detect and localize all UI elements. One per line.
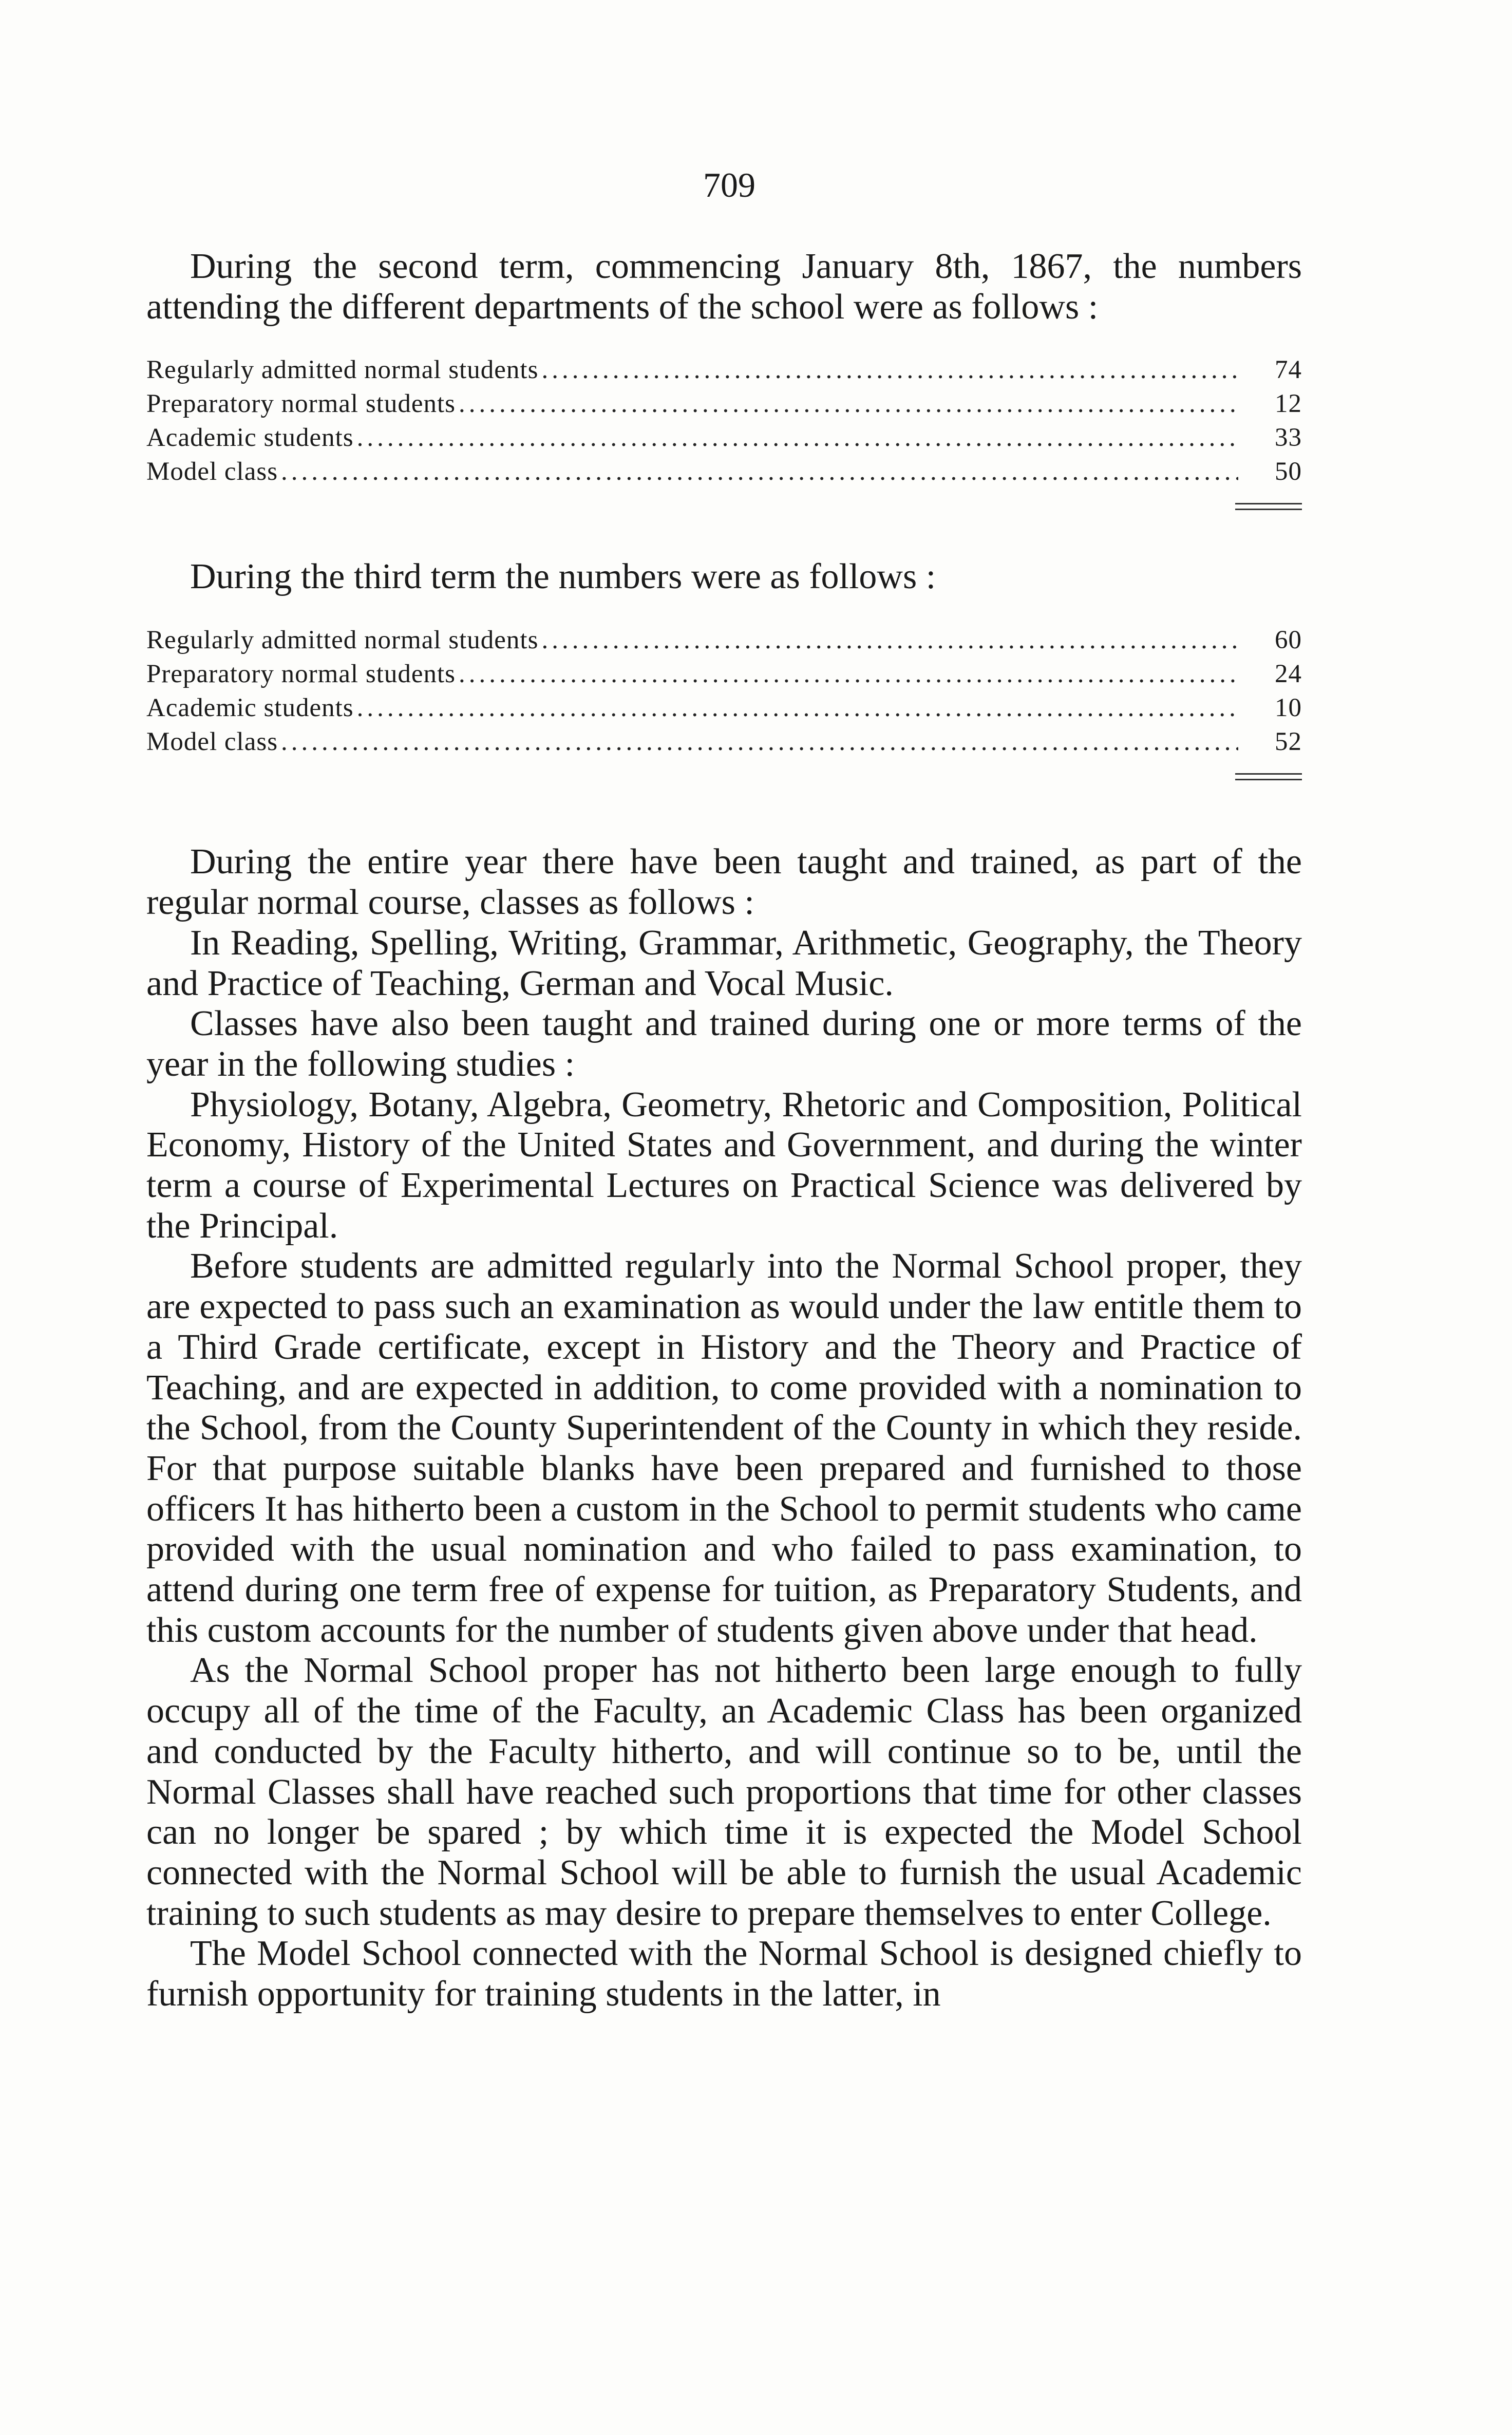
row-label: Regularly admitted normal students — [146, 626, 539, 655]
second-term-intro: During the second term, commencing January 8th, 1867, the numbers attending the different departments of the school were as follows : — [146, 247, 1302, 327]
body-text — [146, 842, 1302, 2014]
third-term-table — [146, 623, 1302, 780]
second-term-table — [146, 353, 1302, 510]
row-label: Academic students — [146, 423, 354, 453]
row-label: Model class — [146, 457, 278, 486]
table-row — [146, 691, 1302, 725]
page-number: 709 — [703, 165, 755, 204]
dot-leader — [459, 387, 1238, 421]
row-value: 52 — [1275, 727, 1302, 757]
table-row — [146, 421, 1302, 455]
table-row — [146, 455, 1302, 489]
row-value: 74 — [1275, 355, 1302, 385]
table-row — [146, 657, 1302, 691]
dot-leader — [357, 421, 1238, 455]
paragraph: As the Normal School proper has not hitherto been large enough to fully occupy all of the time of the Faculty, an Academic Class has been organized and conducted by the Faculty hitherto, and will continue so to be, until the Normal Classes shall have reached such proportions that time for other classes can no longer be spared ; by which time it is expected the Model School connected with the Normal School will be able to furnish the usual Academic training to such students as may desire to prepare themselves to enter College. — [146, 1651, 1302, 1933]
table-row — [146, 353, 1302, 387]
total-rule — [1235, 503, 1302, 510]
paragraph: The Model School connected with the Normal School is designed chiefly to furnish opportunity for training students in the latter, in — [146, 1934, 1302, 2014]
paragraph: Classes have also been taught and trained during one or more terms of the year in the following studies : — [146, 1004, 1302, 1084]
dot-leader — [357, 691, 1238, 725]
paragraph: Before students are admitted regularly into the Normal School proper, they are expected to pass such an examination as would under the law entitle them to a Third Grade certificate, except in History and the Theory and Practice of Teaching, and are expected in addition, to come provided with a nomination to the School, from the County Superintendent of the County in which they reside. For that purpose suitable blanks have been prepared and furnished to those officers It has hitherto been a custom in the School to permit students who came provided with the usual nomination and who failed to pass examination, to attend during one term free of expense for tuition, as Preparatory Students, and this custom accounts for the number of students given above under that head. — [146, 1246, 1302, 1650]
row-label: Model class — [146, 727, 278, 757]
spacer — [146, 780, 1302, 842]
row-value: 12 — [1275, 389, 1302, 419]
row-value: 24 — [1275, 660, 1302, 689]
paragraph: During the entire year there have been taught and trained, as part of the regular normal course, classes as follows : — [146, 842, 1302, 923]
row-value: 10 — [1275, 694, 1302, 723]
paragraph: Physiology, Botany, Algebra, Geometry, Rhetoric and Composition, Political Economy, History of the United States and Government, and during the winter term a course of Experimental Lectures on Practical Science was delivered by the Principal. — [146, 1084, 1302, 1246]
dot-leader — [541, 353, 1238, 387]
row-value: 33 — [1275, 423, 1302, 453]
row-value: 50 — [1275, 457, 1302, 486]
row-label: Preparatory normal students — [146, 660, 456, 689]
dot-leader — [541, 623, 1238, 657]
dot-leader — [459, 657, 1238, 691]
page-content — [146, 247, 1302, 2015]
dot-leader — [281, 455, 1238, 489]
table-row — [146, 725, 1302, 759]
row-label: Preparatory normal students — [146, 389, 456, 419]
spacer — [146, 510, 1302, 556]
third-term-intro: During the third term the numbers were as follows : — [190, 557, 936, 597]
row-label: Academic students — [146, 694, 354, 723]
table-row — [146, 387, 1302, 421]
table-row — [146, 623, 1302, 657]
row-value: 60 — [1275, 626, 1302, 655]
paragraph: In Reading, Spelling, Writing, Grammar, Arithmetic, Geography, the Theory and Practice of Teaching, German and Vocal Music. — [146, 923, 1302, 1003]
dot-leader — [281, 725, 1238, 759]
row-label: Regularly admitted normal students — [146, 355, 539, 385]
total-rule — [1235, 773, 1302, 780]
